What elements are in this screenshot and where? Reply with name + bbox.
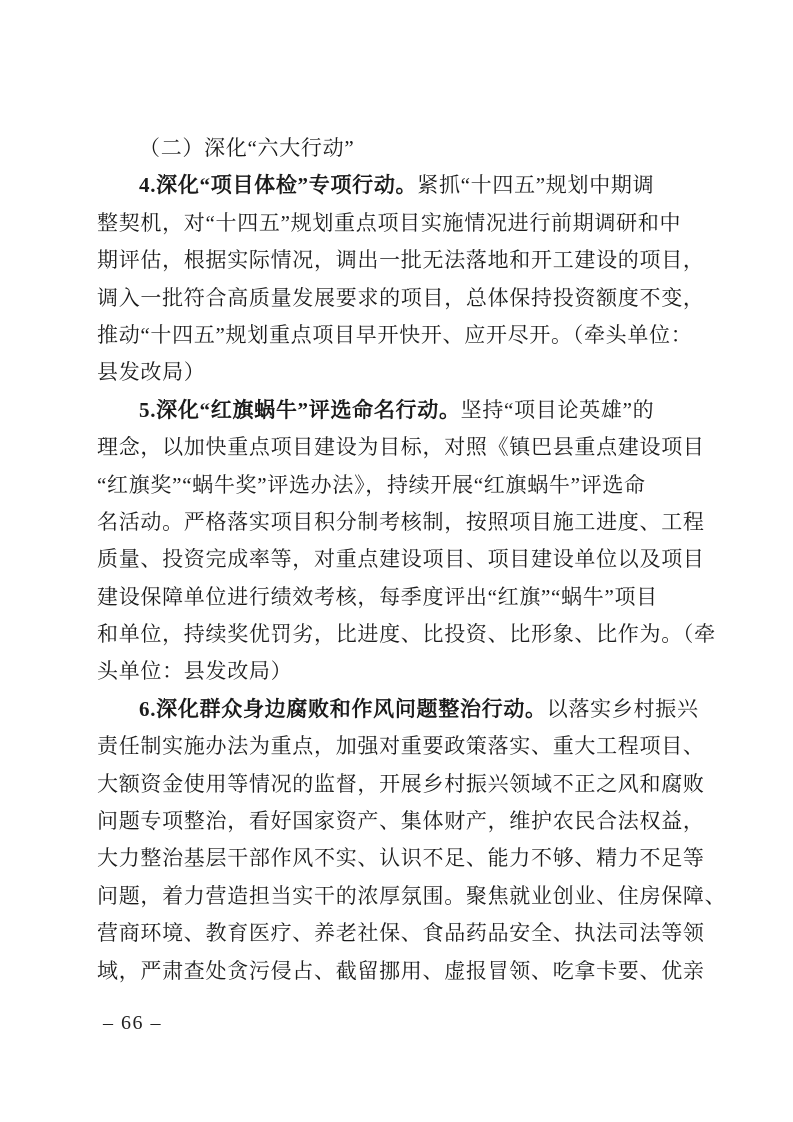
text-line — [97, 803, 711, 840]
page-number: – 66 – — [103, 1012, 162, 1034]
text-line — [97, 467, 711, 504]
text-line — [97, 691, 711, 728]
text-line — [97, 915, 711, 952]
line-text: 县发改局） — [97, 360, 206, 385]
text-line — [97, 728, 711, 765]
line-text: 理念，以加快重点项目建设为目标，对照《镇巴县重点建设项目 — [97, 435, 705, 460]
line-text: 坚持“项目论英雄”的 — [460, 397, 655, 422]
line-text: 建设保障单位进行绩效考核，每季度评出“红旗”“蜗牛”项目 — [97, 584, 658, 609]
line-text: （二）深化“六大行动” — [139, 136, 355, 160]
document-body — [97, 130, 727, 990]
text-line — [97, 429, 711, 466]
line-text: 头单位：县发改局） — [97, 659, 293, 684]
line-text: 问题专项整治，看好国家资产、集体财产，维护农民合法权益， — [97, 809, 705, 834]
action-item-title: 6.深化群众身边腐败和作风问题整治行动。 — [139, 696, 547, 721]
text-line — [97, 280, 711, 317]
text-line — [97, 354, 711, 391]
line-text: 问题，着力营造担当实干的浓厚氛围。聚焦就业创业、住房保障、 — [97, 883, 727, 908]
text-line — [97, 579, 711, 616]
text-line — [97, 392, 711, 429]
action-item-title: 5.深化“红旗蜗牛”评选命名行动。 — [139, 397, 461, 422]
text-line — [97, 766, 711, 803]
text-line — [97, 840, 711, 877]
line-text: 期评估，根据实际情况，调出一批无法落地和开工建设的项目， — [97, 248, 705, 273]
text-line — [97, 167, 711, 204]
line-text: 大力整治基层干部作风不实、认识不足、能力不够、精力不足等 — [97, 846, 705, 871]
line-text: 推动“十四五”规划重点项目早开快开、应开尽开。（牵头单位： — [97, 322, 693, 347]
line-text: 以落实乡村振兴 — [546, 696, 699, 721]
line-text: 大额资金使用等情况的监督，开展乡村振兴领域不正之风和腐败 — [97, 771, 705, 796]
section-heading — [97, 130, 711, 167]
line-text: 营商环境、教育医疗、养老社保、食品药品安全、执法司法等领 — [97, 921, 705, 946]
action-item-title: 4.深化“项目体检”专项行动。 — [139, 173, 418, 198]
line-text: 域，严肃查处贪污侵占、截留挪用、虚报冒领、吃拿卡要、优亲 — [97, 958, 705, 983]
text-line — [97, 541, 711, 578]
text-line — [97, 317, 711, 354]
text-line — [97, 242, 711, 279]
line-text: 责任制实施办法为重点，加强对重要政策落实、重大工程项目、 — [97, 734, 705, 759]
line-text: “红旗奖”“蜗牛奖”评选办法》，持续开展“红旗蜗牛”评选命 — [97, 472, 646, 497]
text-line — [97, 504, 711, 541]
text-line — [97, 616, 716, 653]
line-text: 紧抓“十四五”规划中期调 — [417, 173, 655, 198]
line-text: 质量、投资完成率等，对重点建设项目、项目建设单位以及项目 — [97, 547, 705, 572]
line-text: 调入一批符合高质量发展要求的项目，总体保持投资额度不变， — [97, 285, 705, 310]
text-line — [97, 653, 711, 690]
line-text: 和单位，持续奖优罚劣，比进度、比投资、比形象、比作为。（牵 — [97, 622, 716, 647]
text-line — [97, 953, 711, 990]
text-line — [97, 878, 727, 915]
line-text: 整契机，对“十四五”规划重点项目实施情况进行前期调研和中 — [97, 210, 682, 235]
line-text: 名活动。严格落实项目积分制考核制，按照项目施工进度、工程 — [97, 509, 705, 534]
text-line — [97, 205, 711, 242]
